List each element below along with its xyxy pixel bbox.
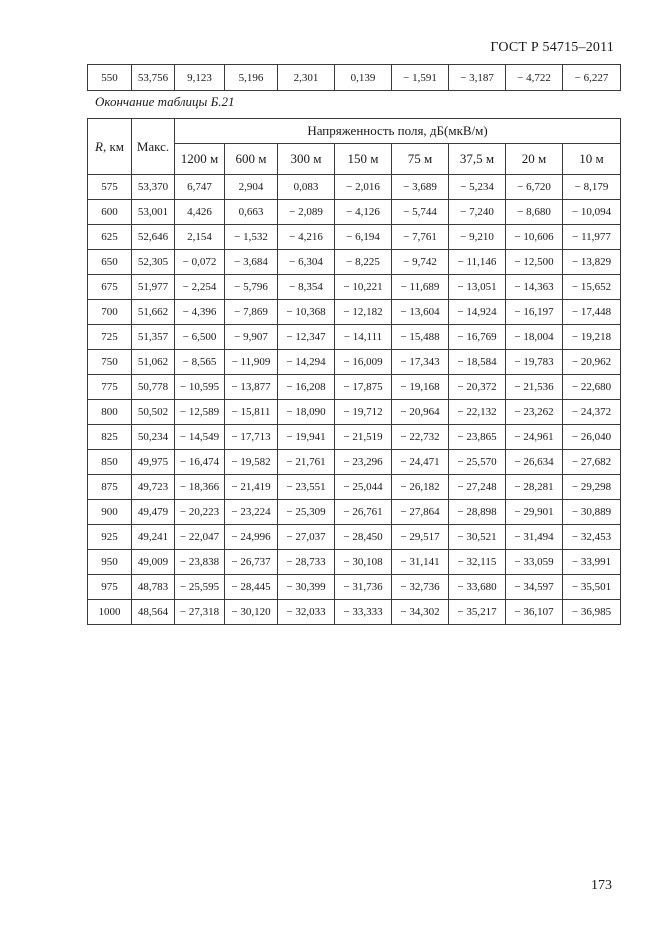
table-cell: − 30,120 xyxy=(225,600,278,625)
table-row xyxy=(88,175,621,200)
table-cell: − 11,977 xyxy=(563,225,621,250)
table-cell: − 14,363 xyxy=(506,275,563,300)
table-cell: 975 xyxy=(88,575,132,600)
table-cell: − 20,372 xyxy=(449,375,506,400)
table-cell: − 29,901 xyxy=(506,500,563,525)
table-cell: − 28,450 xyxy=(335,525,392,550)
table-cell: − 31,736 xyxy=(335,575,392,600)
table-cell: − 6,227 xyxy=(563,65,621,91)
table-cell: − 27,682 xyxy=(563,450,621,475)
table-row xyxy=(88,300,621,325)
table-cell: − 19,712 xyxy=(335,400,392,425)
table-cell: − 8,680 xyxy=(506,200,563,225)
table-cell: − 12,182 xyxy=(335,300,392,325)
table-row xyxy=(88,350,621,375)
table-cell: − 14,111 xyxy=(335,325,392,350)
table-cell: 675 xyxy=(88,275,132,300)
table-cell: − 4,396 xyxy=(175,300,225,325)
table-cell: − 3,684 xyxy=(225,250,278,275)
table-cell: − 15,488 xyxy=(392,325,449,350)
table-cell: − 23,865 xyxy=(449,425,506,450)
table-cell: − 10,595 xyxy=(175,375,225,400)
table-row xyxy=(88,400,621,425)
table-cell: − 21,761 xyxy=(278,450,335,475)
table-cell: 50,778 xyxy=(132,375,175,400)
table-cell: − 26,040 xyxy=(563,425,621,450)
table-cell: − 28,281 xyxy=(506,475,563,500)
table-row xyxy=(88,225,621,250)
table-cell: 49,975 xyxy=(132,450,175,475)
table-cell: − 5,234 xyxy=(449,175,506,200)
table-cell: 53,001 xyxy=(132,200,175,225)
table-cell: − 22,680 xyxy=(563,375,621,400)
table-cell: − 27,248 xyxy=(449,475,506,500)
column-group-header: Напряженность поля, дБ(мкВ/м) xyxy=(175,119,621,144)
table-cell: − 33,333 xyxy=(335,600,392,625)
table-cell: 51,662 xyxy=(132,300,175,325)
table-cell: − 19,582 xyxy=(225,450,278,475)
column-header-distance-unit: , км xyxy=(102,138,124,154)
table-cell: − 20,962 xyxy=(563,350,621,375)
table-cell: − 27,318 xyxy=(175,600,225,625)
table-cell: − 26,182 xyxy=(392,475,449,500)
table-cell: 900 xyxy=(88,500,132,525)
table-cell: 0,139 xyxy=(335,65,392,91)
table-cell: − 21,519 xyxy=(335,425,392,450)
table-cell: 775 xyxy=(88,375,132,400)
table-row xyxy=(88,475,621,500)
table-cell: − 17,448 xyxy=(563,300,621,325)
table-cell: 600 xyxy=(88,200,132,225)
table-cell: 52,305 xyxy=(132,250,175,275)
table-cell: 2,154 xyxy=(175,225,225,250)
table-cell: − 4,126 xyxy=(335,200,392,225)
table-cell: − 19,783 xyxy=(506,350,563,375)
table-cell: 49,241 xyxy=(132,525,175,550)
table-cell: − 32,736 xyxy=(392,575,449,600)
table-cell: − 3,689 xyxy=(392,175,449,200)
column-header-height: 1200 м xyxy=(175,144,225,175)
table-cell: − 35,501 xyxy=(563,575,621,600)
table-cell: − 15,811 xyxy=(225,400,278,425)
table-cell: − 28,898 xyxy=(449,500,506,525)
table-cell: − 19,941 xyxy=(278,425,335,450)
table-cell: 850 xyxy=(88,450,132,475)
table-cell: − 16,009 xyxy=(335,350,392,375)
table-row xyxy=(88,525,621,550)
document-number: ГОСТ Р 54715–2011 xyxy=(490,40,614,55)
table-cell: − 24,471 xyxy=(392,450,449,475)
table-cell: − 17,875 xyxy=(335,375,392,400)
table-cell: − 26,737 xyxy=(225,550,278,575)
table-cell: − 17,343 xyxy=(392,350,449,375)
table-cell: − 13,051 xyxy=(449,275,506,300)
table-cell: − 18,584 xyxy=(449,350,506,375)
table-cell: − 3,187 xyxy=(449,65,506,91)
table-cell: 5,196 xyxy=(225,65,278,91)
table-cell: − 29,517 xyxy=(392,525,449,550)
table-cell: − 7,240 xyxy=(449,200,506,225)
table-cell: 51,062 xyxy=(132,350,175,375)
table-cell: 575 xyxy=(88,175,132,200)
table-cell: − 6,500 xyxy=(175,325,225,350)
table-cell: 51,357 xyxy=(132,325,175,350)
table-cell: − 33,680 xyxy=(449,575,506,600)
table-cell: − 18,090 xyxy=(278,400,335,425)
table-cell: − 11,689 xyxy=(392,275,449,300)
table-cell: 49,479 xyxy=(132,500,175,525)
table-cell: 6,747 xyxy=(175,175,225,200)
table-cell: − 16,474 xyxy=(175,450,225,475)
table-cell: 49,009 xyxy=(132,550,175,575)
table-cell: 725 xyxy=(88,325,132,350)
table-cell: − 8,225 xyxy=(335,250,392,275)
table-cell: 51,977 xyxy=(132,275,175,300)
table-cell: − 14,294 xyxy=(278,350,335,375)
table-cell: − 32,115 xyxy=(449,550,506,575)
table-cell: − 13,829 xyxy=(563,250,621,275)
table-cell: − 1,591 xyxy=(392,65,449,91)
table-row xyxy=(88,425,621,450)
table-cell: 48,564 xyxy=(132,600,175,625)
page-number: 173 xyxy=(591,878,612,893)
table-cell: − 23,838 xyxy=(175,550,225,575)
table-cell: − 23,224 xyxy=(225,500,278,525)
table-cell: − 22,132 xyxy=(449,400,506,425)
table-cell: 48,783 xyxy=(132,575,175,600)
table-cell: − 36,985 xyxy=(563,600,621,625)
column-header-height: 300 м xyxy=(278,144,335,175)
table-row xyxy=(88,65,621,91)
table-cell: − 8,354 xyxy=(278,275,335,300)
table-cell: − 34,302 xyxy=(392,600,449,625)
table-cell: 550 xyxy=(88,65,132,91)
table-cell: − 20,223 xyxy=(175,500,225,525)
column-header-max: Макс. xyxy=(132,119,175,175)
table-cell: − 12,500 xyxy=(506,250,563,275)
table-cell: − 25,595 xyxy=(175,575,225,600)
column-header-height: 150 м xyxy=(335,144,392,175)
table-cell: − 33,059 xyxy=(506,550,563,575)
table-cell: − 0,072 xyxy=(175,250,225,275)
table-cell: 750 xyxy=(88,350,132,375)
column-header-height: 20 м xyxy=(506,144,563,175)
table-cell: − 10,368 xyxy=(278,300,335,325)
table-cell: − 30,108 xyxy=(335,550,392,575)
table-cell: 825 xyxy=(88,425,132,450)
table-cell: − 32,453 xyxy=(563,525,621,550)
table-cell: 4,426 xyxy=(175,200,225,225)
table-cell: − 11,146 xyxy=(449,250,506,275)
table-cell: − 2,016 xyxy=(335,175,392,200)
table-cell: − 6,304 xyxy=(278,250,335,275)
table-cell: − 14,924 xyxy=(449,300,506,325)
table-cell: − 22,047 xyxy=(175,525,225,550)
continuation-caption: Окончание таблицы Б.21 xyxy=(95,94,235,109)
table-cell: − 30,521 xyxy=(449,525,506,550)
table-cell: − 24,372 xyxy=(563,400,621,425)
table-cell: − 10,094 xyxy=(563,200,621,225)
table-cell: − 33,991 xyxy=(563,550,621,575)
table-cell: − 6,720 xyxy=(506,175,563,200)
table-cell: − 8,179 xyxy=(563,175,621,200)
table-cell: − 25,309 xyxy=(278,500,335,525)
table-row xyxy=(88,550,621,575)
table-cell: 53,370 xyxy=(132,175,175,200)
table-cell: − 18,366 xyxy=(175,475,225,500)
table-cell: − 10,606 xyxy=(506,225,563,250)
table-cell: 700 xyxy=(88,300,132,325)
table-cell: − 10,221 xyxy=(335,275,392,300)
table-row xyxy=(88,575,621,600)
table-cell: − 7,869 xyxy=(225,300,278,325)
table-cell: − 32,033 xyxy=(278,600,335,625)
table-row xyxy=(88,450,621,475)
table-cell: − 13,877 xyxy=(225,375,278,400)
header-row xyxy=(88,119,621,144)
table-cell: − 26,634 xyxy=(506,450,563,475)
table-cell: − 19,168 xyxy=(392,375,449,400)
table-cell: − 24,996 xyxy=(225,525,278,550)
table-cell: − 16,208 xyxy=(278,375,335,400)
table-cell: − 7,761 xyxy=(392,225,449,250)
table-cell: − 29,298 xyxy=(563,475,621,500)
table-cell: − 36,107 xyxy=(506,600,563,625)
table-cell: 2,904 xyxy=(225,175,278,200)
table-cell: − 2,254 xyxy=(175,275,225,300)
table-cell: − 28,445 xyxy=(225,575,278,600)
table-cell: − 24,961 xyxy=(506,425,563,450)
table-cell: − 12,347 xyxy=(278,325,335,350)
table-cell: 1000 xyxy=(88,600,132,625)
column-header-distance-symbol: R xyxy=(95,138,103,154)
table-cell: − 30,889 xyxy=(563,500,621,525)
table-cell: − 25,044 xyxy=(335,475,392,500)
table-cell: − 27,037 xyxy=(278,525,335,550)
field-strength-table xyxy=(87,118,621,625)
table-cell: − 35,217 xyxy=(449,600,506,625)
table-cell: − 19,218 xyxy=(563,325,621,350)
column-header-height: 600 м xyxy=(225,144,278,175)
table-cell: − 4,722 xyxy=(506,65,563,91)
table-row xyxy=(88,325,621,350)
table-row xyxy=(88,500,621,525)
table-cell: 52,646 xyxy=(132,225,175,250)
table-cell: − 15,652 xyxy=(563,275,621,300)
table-cell: 50,502 xyxy=(132,400,175,425)
column-header-height: 37,5 м xyxy=(449,144,506,175)
table-body xyxy=(88,175,621,625)
table-cell: − 14,549 xyxy=(175,425,225,450)
table-end-previous-page xyxy=(87,64,621,91)
table-cell: − 9,742 xyxy=(392,250,449,275)
column-header-distance xyxy=(88,119,132,175)
table-cell: 0,083 xyxy=(278,175,335,200)
table-cell: − 22,732 xyxy=(392,425,449,450)
table-cell: − 9,210 xyxy=(449,225,506,250)
table-cell: − 25,570 xyxy=(449,450,506,475)
table-cell: 49,723 xyxy=(132,475,175,500)
table-row xyxy=(88,250,621,275)
table-cell: − 27,864 xyxy=(392,500,449,525)
table-cell: − 21,419 xyxy=(225,475,278,500)
table-cell: − 13,604 xyxy=(392,300,449,325)
table-row xyxy=(88,275,621,300)
table-cell: − 34,597 xyxy=(506,575,563,600)
table-row xyxy=(88,200,621,225)
table-cell: − 17,713 xyxy=(225,425,278,450)
table-cell: − 23,262 xyxy=(506,400,563,425)
table-cell: 950 xyxy=(88,550,132,575)
table-cell: − 2,089 xyxy=(278,200,335,225)
table-cell: 625 xyxy=(88,225,132,250)
table-cell: − 26,761 xyxy=(335,500,392,525)
table-cell: − 21,536 xyxy=(506,375,563,400)
table-cell: 2,301 xyxy=(278,65,335,91)
table-cell: − 1,532 xyxy=(225,225,278,250)
table-cell: − 5,796 xyxy=(225,275,278,300)
table-cell: − 16,197 xyxy=(506,300,563,325)
table-cell: − 16,769 xyxy=(449,325,506,350)
table-cell: 875 xyxy=(88,475,132,500)
table-cell: − 31,494 xyxy=(506,525,563,550)
table-cell: 0,663 xyxy=(225,200,278,225)
table-cell: 53,756 xyxy=(132,65,175,91)
table-cell: 925 xyxy=(88,525,132,550)
table-cell: 650 xyxy=(88,250,132,275)
table-cell: − 23,551 xyxy=(278,475,335,500)
table-cell: − 12,589 xyxy=(175,400,225,425)
table-row xyxy=(88,375,621,400)
table-cell: − 11,909 xyxy=(225,350,278,375)
table-cell: − 30,399 xyxy=(278,575,335,600)
table-cell: 800 xyxy=(88,400,132,425)
table-cell: − 20,964 xyxy=(392,400,449,425)
table-cell: − 5,744 xyxy=(392,200,449,225)
table-cell: − 28,733 xyxy=(278,550,335,575)
table-cell: − 9,907 xyxy=(225,325,278,350)
table-cell: − 23,296 xyxy=(335,450,392,475)
table-cell: − 18,004 xyxy=(506,325,563,350)
table-cell: 9,123 xyxy=(175,65,225,91)
table-cell: − 31,141 xyxy=(392,550,449,575)
table-cell: − 6,194 xyxy=(335,225,392,250)
table-row xyxy=(88,600,621,625)
column-header-height: 75 м xyxy=(392,144,449,175)
table-cell: − 8,565 xyxy=(175,350,225,375)
table-cell: 50,234 xyxy=(132,425,175,450)
table-cell: − 4,216 xyxy=(278,225,335,250)
column-header-height: 10 м xyxy=(563,144,621,175)
